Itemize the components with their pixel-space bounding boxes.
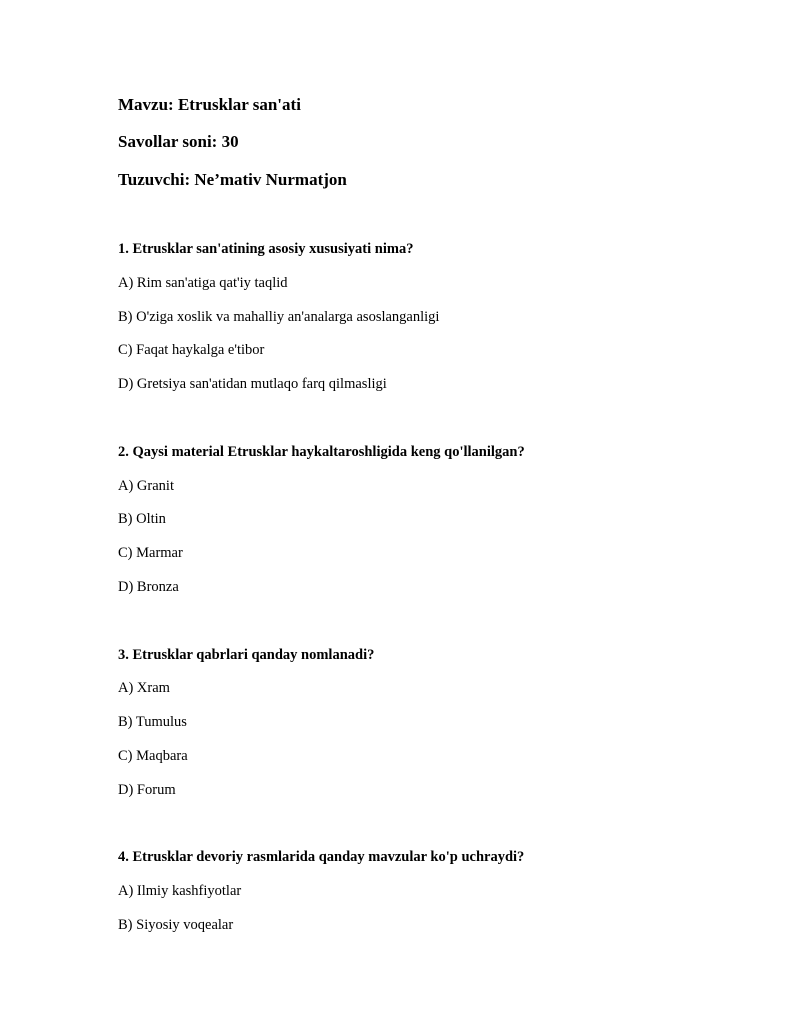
question-1-option-c: C) Faqat haykalga e'tibor — [118, 342, 265, 358]
question-1-text: 1. Etrusklar san'atining asosiy xususiyati nima? — [118, 241, 414, 257]
question-2-text: 2. Qaysi material Etrusklar haykaltaroshligida keng qo'llanilgan? — [118, 444, 525, 460]
question-4-option-b: B) Siyosiy voqealar — [118, 917, 234, 933]
question-2-option-c: C) Marmar — [118, 545, 183, 561]
question-3-text: 3. Etrusklar qabrlari qanday nomlanadi? — [118, 647, 375, 663]
question-count: Savollar soni: 30 — [118, 132, 239, 151]
question-2-option-b: B) Oltin — [118, 511, 166, 527]
question-3-option-c: C) Maqbara — [118, 748, 188, 764]
document-topic: Mavzu: Etrusklar san'ati — [118, 95, 301, 114]
question-4-option-a: A) Ilmiy kashfiyotlar — [118, 883, 242, 899]
question-1-option-d: D) Gretsiya san'atidan mutlaqo farq qilmasligi — [118, 376, 387, 392]
question-1-option-b: B) O'ziga xoslik va mahalliy an'analarga asoslanganligi — [118, 309, 440, 325]
question-3-option-d: D) Forum — [118, 782, 176, 798]
document-author: Tuzuvchi: Ne’mativ Nurmatjon — [118, 170, 347, 189]
question-1-option-a: A) Rim san'atiga qat'iy taqlid — [118, 275, 288, 291]
question-3-option-a: A) Xram — [118, 680, 170, 696]
question-4-text: 4. Etrusklar devoriy rasmlarida qanday mavzular ko'p uchraydi? — [118, 849, 525, 865]
question-2-option-a: A) Granit — [118, 478, 174, 494]
question-2-option-d: D) Bronza — [118, 579, 179, 595]
question-3-option-b: B) Tumulus — [118, 714, 187, 730]
